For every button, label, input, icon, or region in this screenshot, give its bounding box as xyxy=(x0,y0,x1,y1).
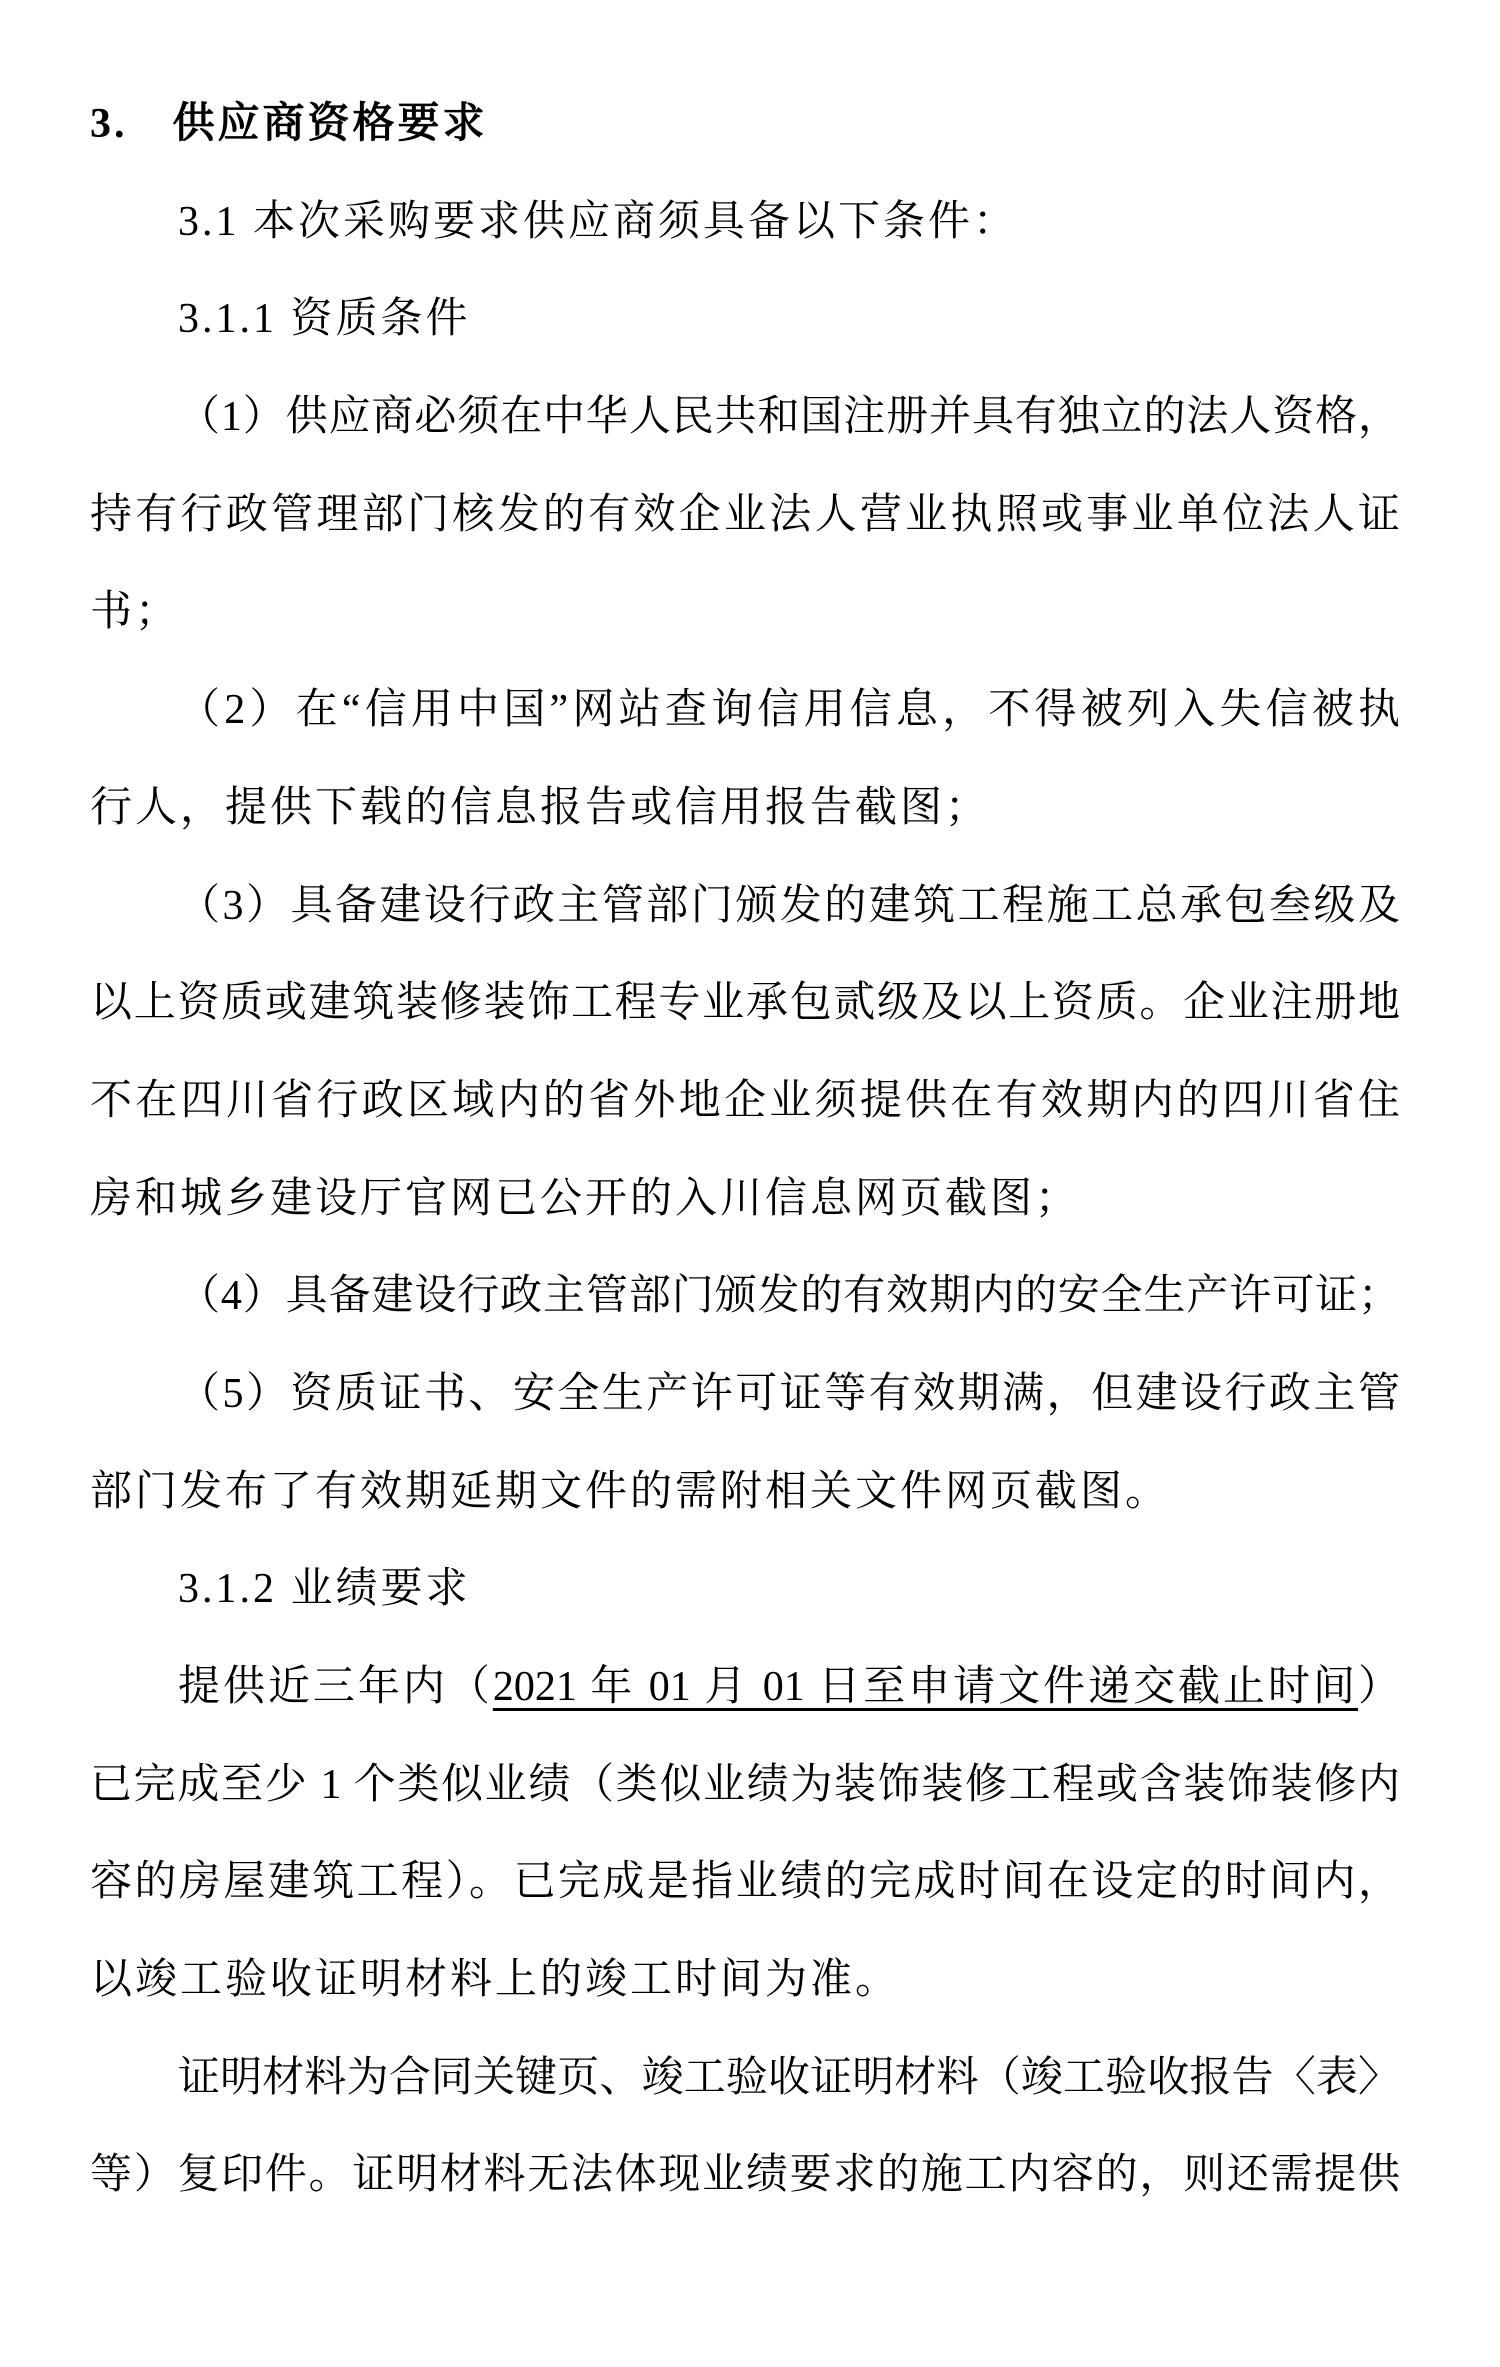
section-3-heading: 3. 供应商资格要求 xyxy=(90,101,488,147)
item-3-line-3: 不在四川省行政区域内的省外地企业须提供在有效期内的四川省住 xyxy=(90,1077,1400,1124)
item-4-line-1: （4）具备建设行政主管部门颁发的有效期内的安全生产许可证； xyxy=(178,1273,1400,1320)
performance-line-1-suffix: ） xyxy=(1357,1664,1400,1710)
item-1-line-1: （1）供应商必须在中华人民共和国注册并具有独立的法人资格， xyxy=(178,394,1400,441)
item-2-line-1: （2）在“信用中国”网站查询信用信息，不得被列入失信被执 xyxy=(178,687,1400,734)
item-3-line-4: 房和城乡建设厅官网已公开的入川信息网页截图； xyxy=(90,1175,1081,1222)
document-body xyxy=(90,76,1400,2225)
performance-line-3: 容的房屋建筑工程）。已完成是指业绩的完成时间在设定的时间内， xyxy=(90,1859,1400,1906)
item-3-line-1: （3）具备建设行政主管部门颁发的建筑工程施工总承包叁级及 xyxy=(178,882,1400,929)
performance-line-1 xyxy=(90,1639,1400,1737)
clause-3-1-2: 3.1.2 业绩要求 xyxy=(178,1566,471,1613)
item-5-line-1: （5）资质证书、安全生产许可证等有效期满，但建设行政主管 xyxy=(178,1370,1400,1417)
item-1-line-3: 书； xyxy=(90,589,181,636)
clause-3-1-1: 3.1.1 资质条件 xyxy=(178,296,471,343)
performance-line-2: 已完成至少 1 个类似业绩（类似业绩为装饰装修工程或含装饰装修内 xyxy=(90,1761,1400,1808)
evidence-line-2: 等）复印件。证明材料无法体现业绩要求的施工内容的，则还需提供 xyxy=(90,2152,1400,2199)
performance-line-4: 以竣工验收证明材料上的竣工时间为准。 xyxy=(90,1957,901,2004)
item-1-line-2: 持有行政管理部门核发的有效企业法人营业执照或事业单位法人证 xyxy=(90,491,1400,538)
item-5-line-2: 部门发布了有效期延期文件的需附相关文件网页截图。 xyxy=(90,1468,1171,1515)
evidence-line-1: 证明材料为合同关键页、竣工验收证明材料（竣工验收报告〈表〉 xyxy=(178,2054,1400,2101)
clause-3-1: 3.1 本次采购要求供应商须具备以下条件： xyxy=(178,198,1019,245)
item-2-line-2: 行人，提供下载的信息报告或信用报告截图； xyxy=(90,784,991,831)
underlined-date-range: 2021 年 01 月 01 日至申请文件递交截止时间 xyxy=(492,1664,1358,1710)
item-3-line-2: 以上资质或建筑装修装饰工程专业承包贰级及以上资质。企业注册地 xyxy=(90,980,1400,1027)
performance-line-1-prefix: 提供近三年内（ xyxy=(178,1664,493,1710)
